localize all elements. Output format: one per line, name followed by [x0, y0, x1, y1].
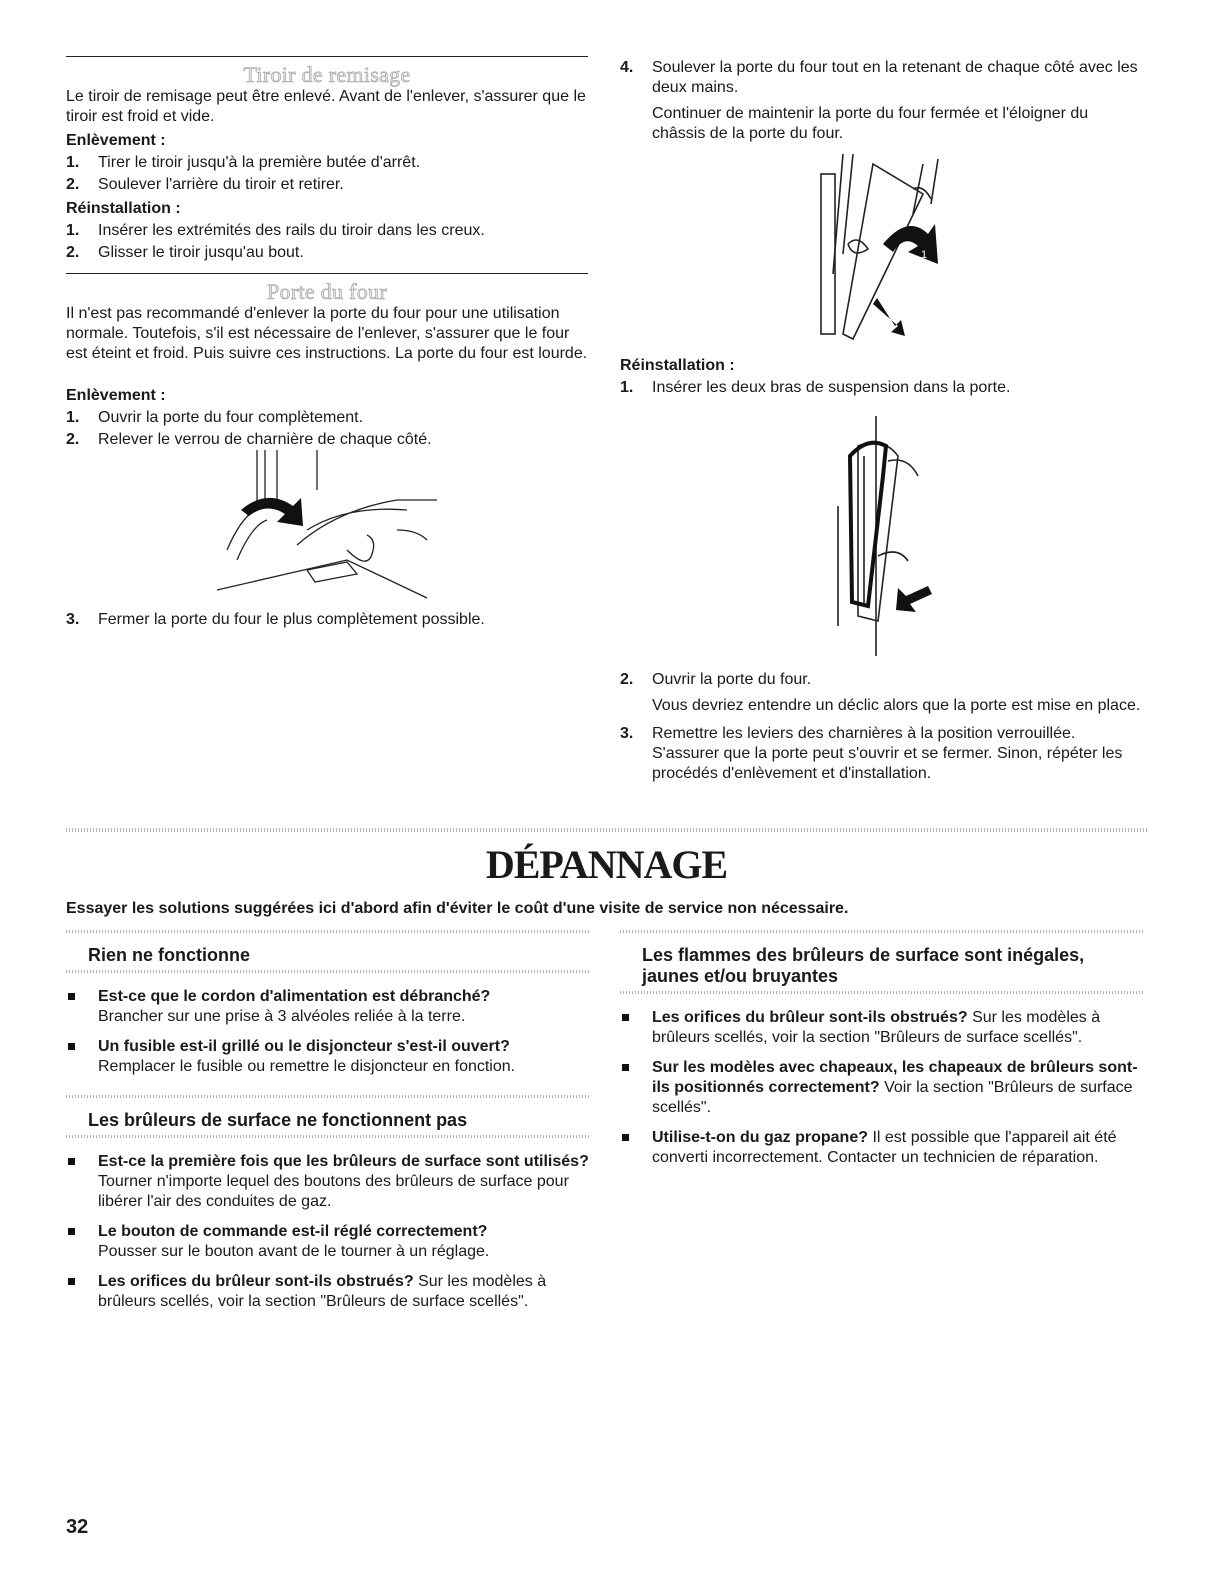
section-divider — [66, 1135, 590, 1138]
oven-door-intro: Il n'est pas recommandé d'enlever la porte du four pour une utilisation normale. Toutefois, s'il est nécessaire de l'enlever, s'assurer que le four est éteint et froid. Puis suivre ces instructions. La porte du four est lourde. — [66, 305, 588, 362]
bullet-icon — [68, 993, 75, 1000]
right-column — [620, 56, 1145, 784]
solution-item: Utilise-t-on du gaz propane? Il est possible que l'appareil ait été converti incorrectement. Contacter un technicien de réparation. — [620, 1128, 1145, 1168]
bullet-icon — [68, 1158, 75, 1165]
solution-item: Est-ce que le cordon d'alimentation est débranché? Brancher sur une prise à 3 alvéoles reliée à la terre. — [66, 987, 590, 1027]
door-removal-step: 4. Soulever la porte du four tout en la retenant de chaque côté avec les deux mains. Continuer de maintenir la porte du four fermée et l'éloigner du châssis de la porte du four. — [620, 59, 1138, 142]
door-reinstall-step: 1. Insérer les deux bras de suspension dans la porte. — [620, 379, 1011, 396]
door-removal-step: 2. Relever le verrou de charnière de chaque côté. — [66, 431, 432, 448]
bullet-icon — [68, 1228, 75, 1235]
problem-solutions — [620, 1008, 1145, 1168]
problem-title: Les brûleurs de surface ne fonctionnent pas — [88, 1110, 468, 1130]
door-reinstall-heading: Réinstallation : — [620, 357, 735, 374]
section-divider — [66, 828, 1148, 832]
storage-reinstall-step: 1. Insérer les extrémités des rails du tiroir dans les creux. — [66, 222, 485, 239]
section-divider — [620, 991, 1145, 994]
door-reinstall-illustration — [828, 416, 938, 656]
troubleshooting-intro: Essayer les solutions suggérées ici d'abord afin d'éviter le coût d'une visite de service non nécessaire. — [66, 900, 849, 917]
storage-removal-heading: Enlèvement : — [66, 132, 166, 149]
oven-door-title: Porte du four — [267, 279, 387, 304]
bullet-icon — [622, 1014, 629, 1021]
troubleshooting-right-column — [620, 930, 1145, 1186]
solution-item: Est-ce la première fois que les brûleurs de surface sont utilisés? Tourner n'importe lequel des boutons des brûleurs de surface pour libérer l'air des conduites de gaz. — [66, 1152, 590, 1212]
storage-drawer-intro: Le tiroir de remisage peut être enlevé. Avant de l'enlever, s'assurer que le tiroir est froid et vide. — [66, 88, 586, 125]
section-rule — [66, 273, 588, 274]
left-column — [66, 56, 588, 630]
hinge-lock-illustration — [197, 450, 457, 600]
storage-reinstall-step: 2. Glisser le tiroir jusqu'au bout. — [66, 244, 304, 261]
troubleshooting-left-column — [66, 930, 590, 1330]
solution-item: Les orifices du brûleur sont-ils obstrués? Sur les modèles à brûleurs scellés, voir la section "Brûleurs de surface scellés". — [620, 1008, 1145, 1048]
storage-drawer-title: Tiroir de remisage — [243, 62, 411, 87]
door-removal-step: 1. Ouvrir la porte du four complètement. — [66, 409, 364, 426]
door-reinstall-step: 3. Remettre les leviers des charnières à la position verrouillée. S'assurer que la porte peut s'ouvrir et se fermer. Sinon, répéter les procédés d'enlèvement et d'installation. — [620, 725, 1123, 782]
storage-reinstall-heading: Réinstallation : — [66, 200, 181, 217]
problem-title: Les flammes des brûleurs de surface sont inégales, jaunes et/ou bruyantes — [642, 945, 1085, 986]
storage-removal-step: 2. Soulever l'arrière du tiroir et retirer. — [66, 176, 344, 193]
bullet-icon — [68, 1043, 75, 1050]
storage-removal-step: 1. Tirer le tiroir jusqu'à la première butée d'arrêt. — [66, 154, 421, 171]
door-reinstall-step: 2. Ouvrir la porte du four. Vous devriez entendre un déclic alors que la porte est mise en place. — [620, 671, 1141, 714]
section-divider — [66, 970, 590, 973]
bullet-icon — [622, 1064, 629, 1071]
bullet-icon — [622, 1134, 629, 1141]
door-removal-step: 3. Fermer la porte du four le plus complètement possible. — [66, 611, 485, 628]
solution-item: Les orifices du brûleur sont-ils obstrués? Sur les modèles à brûleurs scellés, voir la section "Brûleurs de surface scellés". — [66, 1272, 590, 1312]
arrow-label: 2 — [886, 311, 893, 323]
solution-item: Sur les modèles avec chapeaux, les chapeaux de brûleurs sont-ils positionnés correctement? Voir la section "Brûleurs de surface scellés". — [620, 1058, 1145, 1118]
problem-solutions — [66, 1152, 590, 1312]
solution-item: Le bouton de commande est-il réglé correctement? Pousser sur le bouton avant de le tourner à un réglage. — [66, 1222, 590, 1262]
page-title: DÉPANNAGE — [485, 842, 728, 887]
door-removal-heading: Enlèvement : — [66, 387, 166, 404]
arrow-label: 1 — [920, 249, 927, 261]
door-lift-illustration — [813, 154, 953, 344]
solution-item: Un fusible est-il grillé ou le disjoncteur s'est-il ouvert? Remplacer le fusible ou remettre le disjoncteur en fonction. — [66, 1037, 590, 1077]
bullet-icon — [68, 1278, 75, 1285]
section-rule — [66, 56, 588, 57]
problem-title: Rien ne fonctionne — [88, 945, 250, 965]
page-number: 32 — [66, 1516, 89, 1538]
problem-solutions — [66, 987, 590, 1077]
